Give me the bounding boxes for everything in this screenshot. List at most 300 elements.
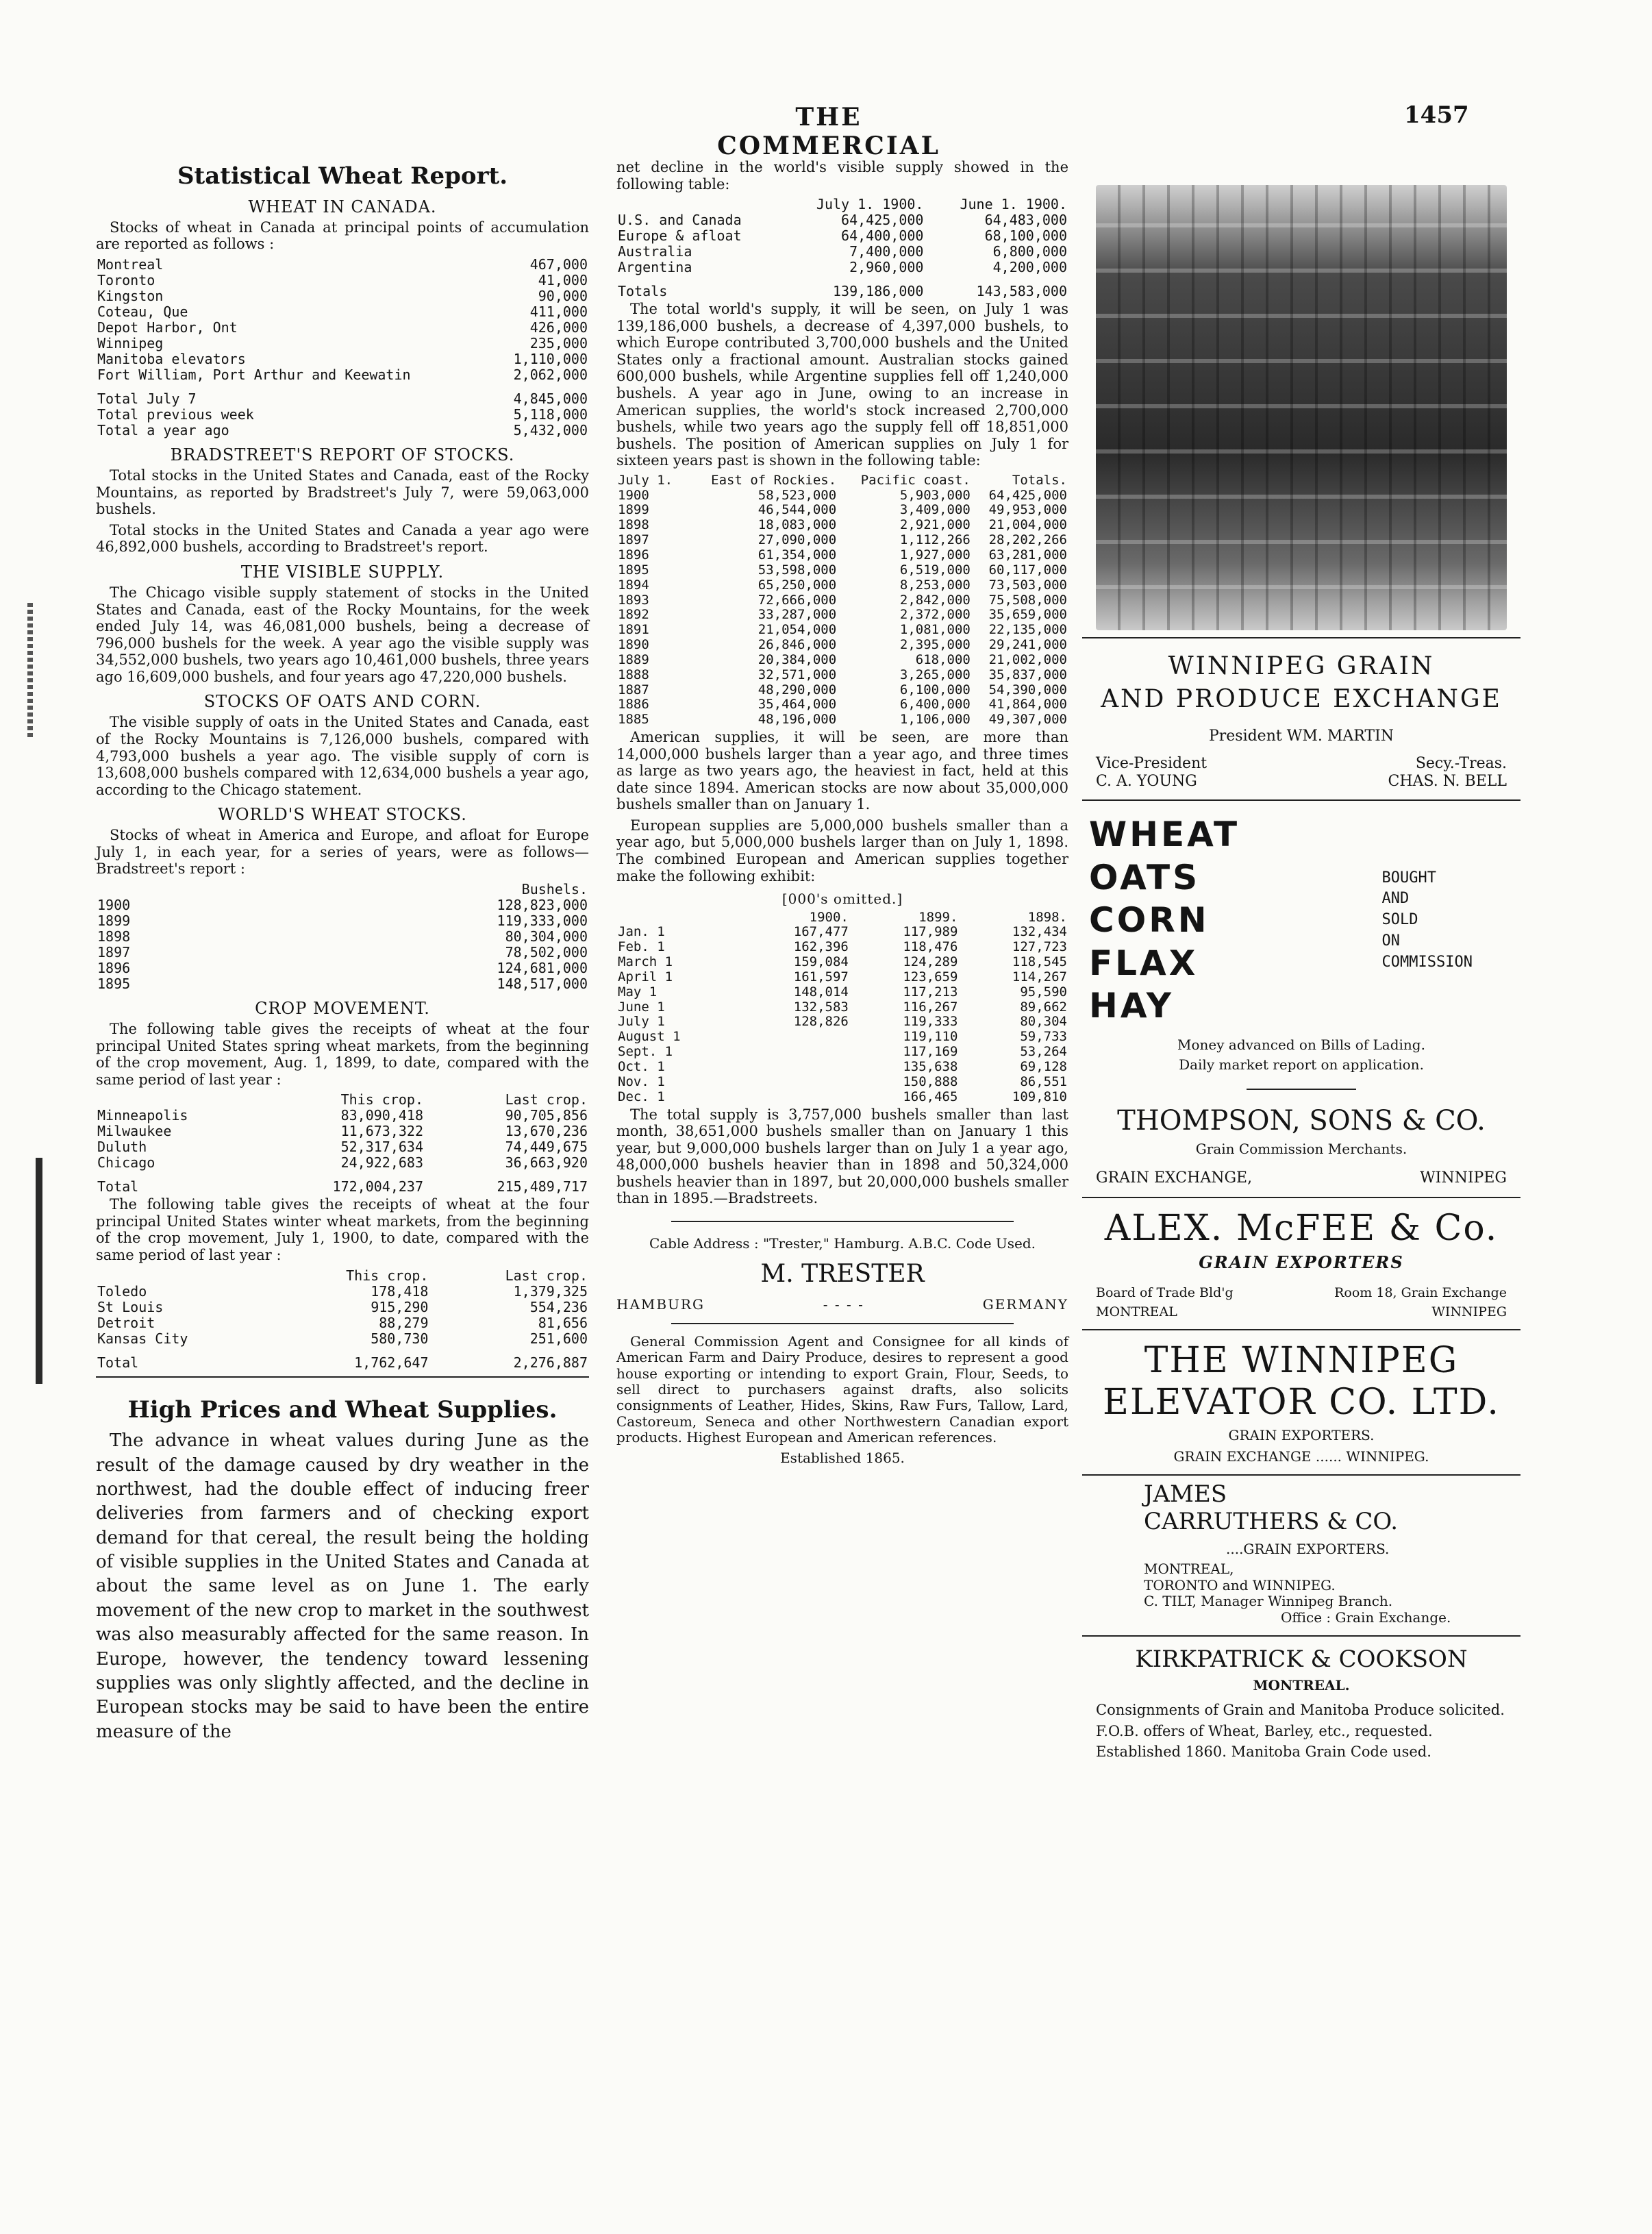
cell: 41,000	[538, 271, 588, 288]
cell: 1899	[618, 502, 649, 518]
cell: 58,523,000	[758, 487, 837, 503]
table-row	[96, 1284, 589, 1300]
table-row	[616, 955, 1068, 970]
table-row	[616, 940, 1068, 955]
paragraph: net decline in the world's visible supply showed in the following table:	[616, 159, 1068, 193]
cell: 1,110,000	[513, 350, 588, 367]
cell: 6,400,000	[899, 697, 971, 712]
commodity-list	[1089, 813, 1240, 1028]
column-header: Last crop.	[505, 1267, 588, 1284]
cell: Feb. 1	[618, 939, 665, 955]
column-header: July 1.	[618, 472, 673, 488]
cell	[740, 1030, 850, 1045]
table-row	[616, 712, 1068, 728]
table-row	[616, 1015, 1068, 1030]
table-header-row	[616, 910, 1068, 926]
cell: 117,213	[903, 984, 958, 1000]
article-title: Statistical Wheat Report.	[177, 162, 508, 190]
cell: March 1	[618, 954, 673, 970]
trester-advert	[616, 1236, 1068, 1466]
kirkpatrick-city: MONTREAL.	[1253, 1676, 1350, 1693]
column-header: Last crop.	[505, 1091, 588, 1108]
cell: Nov. 1	[618, 1073, 665, 1089]
table-header-row	[96, 1268, 589, 1284]
table-row	[616, 488, 1068, 504]
table-row	[616, 653, 1068, 668]
cell: 13,670,236	[505, 1123, 588, 1140]
cell: 467,000	[529, 256, 588, 273]
american-supplies-table	[616, 473, 1068, 728]
page-number: 1457	[1404, 101, 1469, 129]
cell: 128,823,000	[497, 896, 588, 913]
table-row	[616, 638, 1068, 653]
money-line-2: Daily market report on application.	[1179, 1056, 1424, 1073]
cell: 114,267	[1012, 969, 1067, 984]
cell: 139,186,000	[833, 283, 924, 300]
paragraph: European supplies are 5,000,000 bushels smaller than a year ago, but 5,000,000 bushels larger than on July 1, 1898. The combined European and American supplies together make the following exhibit:	[616, 817, 1068, 884]
cell: 123,659	[903, 969, 958, 984]
cell: St Louis	[97, 1298, 164, 1315]
cell: 554,236	[529, 1298, 588, 1315]
cell: August 1	[618, 1029, 681, 1045]
cell: Oct. 1	[618, 1058, 665, 1074]
cell: 29,241,000	[988, 637, 1067, 653]
elevator-sub: GRAIN EXPORTERS.	[1228, 1426, 1375, 1443]
cell: April 1	[618, 969, 673, 984]
mcfee-city-right: WINNIPEG	[1431, 1304, 1507, 1319]
cell: 80,304,000	[505, 928, 588, 945]
table-row	[96, 320, 589, 336]
table-row	[616, 1045, 1068, 1060]
column-header: Totals.	[1012, 472, 1067, 488]
cell: 135,638	[903, 1058, 958, 1074]
cell: 11,673,322	[340, 1123, 423, 1140]
exchange-building-image	[1096, 185, 1507, 630]
elevator-line2: ELEVATOR CO. LTD.	[1103, 1381, 1500, 1423]
table-row	[96, 913, 589, 929]
carruthers-cities-2: TORONTO and WINNIPEG.	[1144, 1576, 1336, 1593]
cell: 83,090,418	[340, 1107, 423, 1124]
cell: 86,551	[1020, 1073, 1067, 1089]
mcfee-cities	[1082, 1304, 1520, 1319]
cell: 53,598,000	[758, 562, 837, 578]
divider	[1082, 1329, 1520, 1330]
column-left	[96, 158, 589, 1748]
cell: 1897	[97, 943, 131, 960]
cell: 1888	[618, 667, 649, 682]
paragraph: The following table gives the receipts of wheat at the four principal United States spring wheat markets, from the beginning of the crop movement, Aug. 1, 1899, to date, compared with the same period of last year :	[96, 1021, 589, 1088]
cell: 48,290,000	[758, 682, 837, 697]
mcfee-sub: GRAIN EXPORTERS	[1199, 1252, 1404, 1273]
section-heading-canada: WHEAT IN CANADA.	[248, 197, 437, 216]
cell: Jan. 1	[618, 924, 665, 940]
cell: Minneapolis	[97, 1107, 188, 1124]
paragraph: The total supply is 3,757,000 bushels smaller than last month, 38,651,000 bushels smaller than on January 1 this year, but 9,000,000 bushels larger than on July 1 a year ago, 48,000,000 bushels heavier than in 1898 and 50,324,000 bushels heavier than in 1897, but 20,000,000 bushels smaller than in 1895.—Bradstreets.	[616, 1106, 1068, 1207]
cell: Toronto	[97, 271, 155, 288]
thompson-address-right: WINNIPEG	[1420, 1169, 1507, 1187]
cell: 60,117,000	[988, 562, 1067, 578]
paragraph: Stocks of wheat in America and Europe, and afloat for Europe July 1, in each year, for a series of years, were as follows—Bradstreet's report :	[96, 827, 589, 878]
article-heading-high-prices: High Prices and Wheat Supplies.	[127, 1395, 558, 1424]
trester-name: M. TRESTER	[760, 1260, 925, 1289]
commodity-flax: FLAX	[1089, 943, 1199, 983]
cell: 27,090,000	[758, 532, 837, 548]
mcfee-advert	[1082, 1208, 1520, 1319]
cell: Europe & afloat	[618, 227, 742, 245]
cell: 3,409,000	[899, 502, 971, 518]
mcfee-address-left: Board of Trade Bld'g	[1096, 1284, 1234, 1300]
cell: 1,379,325	[513, 1282, 588, 1300]
cell: 5,118,000	[513, 406, 588, 423]
table-row	[616, 1060, 1068, 1075]
money-advanced	[1082, 1037, 1520, 1073]
table-row	[96, 407, 589, 423]
kirkpatrick-name: KIRKPATRICK & COOKSON	[1135, 1645, 1468, 1673]
cell: 6,100,000	[899, 682, 971, 697]
cell: 1885	[618, 712, 649, 728]
canada-stocks-table	[96, 257, 589, 438]
mcfee-city-left: MONTREAL	[1096, 1304, 1177, 1319]
cell: 1,927,000	[899, 547, 971, 562]
table-row	[616, 623, 1068, 638]
world-supply-table	[616, 197, 1068, 299]
cell: Manitoba elevators	[97, 350, 246, 367]
cell: 75,508,000	[988, 592, 1067, 608]
american-supplies-body	[616, 488, 1068, 728]
cell: 127,723	[1012, 939, 1067, 955]
cell: 1,106,000	[899, 712, 971, 728]
cell: 1,081,000	[899, 622, 971, 638]
trester-location	[616, 1297, 1068, 1313]
table-row	[616, 212, 1068, 228]
column-header: Bushels.	[521, 880, 588, 897]
table-row	[96, 929, 589, 945]
cell: May 1	[618, 984, 658, 1000]
exchange-title-line1: WINNIPEG GRAIN	[1168, 652, 1435, 680]
cell	[96, 1268, 271, 1284]
cell: Toledo	[97, 1282, 147, 1300]
thompson-address-left: GRAIN EXCHANGE,	[1096, 1169, 1253, 1187]
carruthers-advert	[1082, 1481, 1520, 1625]
world-stocks-table	[96, 882, 589, 992]
cell: 1890	[618, 637, 649, 653]
cell: 215,489,717	[497, 1178, 588, 1195]
column-header: 1900.	[809, 909, 849, 925]
cell: 88,279	[379, 1314, 429, 1331]
cell: 26,846,000	[758, 637, 837, 653]
cell: Total July 7	[97, 390, 197, 407]
cell: 1897	[618, 532, 649, 548]
cell: 3,265,000	[899, 667, 971, 682]
divider	[1082, 1197, 1520, 1198]
winnipeg-exchange-advert	[1082, 652, 1520, 790]
table-row	[96, 960, 589, 976]
cell: 119,333,000	[497, 912, 588, 929]
cell: 73,503,000	[988, 577, 1067, 593]
winter-wheat-table	[96, 1268, 589, 1371]
cell: 178,418	[371, 1282, 429, 1300]
table-row	[96, 1347, 589, 1371]
commodities-advert	[1082, 806, 1520, 1028]
table-header-row	[616, 197, 1068, 212]
cell: 2,395,000	[899, 637, 971, 653]
money-line-1: Money advanced on Bills of Lading.	[1177, 1036, 1425, 1053]
divider	[671, 1221, 1014, 1222]
column-header: June 1. 1900.	[960, 196, 1067, 213]
cell: 1891	[618, 622, 649, 638]
exchange-officer-labels	[1082, 755, 1520, 773]
table-row	[96, 288, 589, 304]
table-row	[96, 1139, 589, 1155]
table-row	[96, 257, 589, 273]
commission-line: COMMISSION	[1381, 953, 1473, 971]
cell: Total	[97, 1354, 139, 1371]
cell: 251,600	[529, 1330, 588, 1347]
table-row	[616, 985, 1068, 1000]
paragraph: The visible supply of oats in the United States and Canada, east of the Rocky Mountains is 7,126,000 bushels, compared with 4,793,000 bushels a year ago. The visible supply of corn is 13,608,000 bushels compared with 12,634,000 bushels a year ago, according to the Chicago statement.	[96, 714, 589, 798]
cell: 4,845,000	[513, 390, 588, 407]
cell: 2,921,000	[899, 517, 971, 533]
table-row	[616, 608, 1068, 623]
mcfee-address	[1082, 1285, 1520, 1300]
cell: 64,425,000	[841, 212, 924, 229]
cell: 72,666,000	[758, 592, 837, 608]
cell: 1886	[618, 697, 649, 712]
trester-city: HAMBURG	[616, 1296, 705, 1313]
cell	[740, 1045, 850, 1060]
cell: 124,681,000	[497, 959, 588, 976]
cell: 65,250,000	[758, 577, 837, 593]
cell: 5,432,000	[513, 421, 588, 438]
carruthers-line2: CARRUTHERS & CO.	[1144, 1508, 1399, 1536]
cell: 1900	[618, 487, 649, 503]
table-row	[616, 970, 1068, 985]
cell: 59,733	[1020, 1029, 1067, 1045]
cell: 6,800,000	[992, 243, 1067, 260]
cell: 117,989	[903, 924, 958, 940]
cell: 580,730	[371, 1330, 429, 1347]
table-row	[96, 423, 589, 438]
cell: 915,290	[371, 1298, 429, 1315]
table-row	[616, 563, 1068, 578]
thompson-advert	[1082, 1105, 1520, 1187]
table-row	[616, 548, 1068, 563]
cell: 63,281,000	[988, 547, 1067, 562]
section-heading-world: WORLD'S WHEAT STOCKS.	[218, 805, 467, 825]
cell: 1893	[618, 592, 649, 608]
cell: 78,502,000	[505, 943, 588, 960]
carruthers-sub: ....GRAIN EXPORTERS.	[1226, 1540, 1390, 1557]
cell: 20,384,000	[758, 651, 837, 667]
cell: Milwaukee	[97, 1123, 172, 1140]
cable-address: Cable Address : "Trester," Hamburg. A.B.C. Code Used.	[649, 1234, 1036, 1252]
table-row	[96, 1155, 589, 1171]
cell: 90,000	[538, 287, 588, 304]
cell: 128,826	[793, 1014, 849, 1030]
carruthers-manager: C. TILT, Manager Winnipeg Branch.	[1144, 1593, 1393, 1610]
cell: 1899	[97, 912, 131, 929]
cell: 69,128	[1020, 1058, 1067, 1074]
cell: Australia	[618, 243, 692, 260]
cell: 167,477	[793, 924, 849, 940]
kirkpatrick-line-1: Consignments of Grain and Manitoba Produce solicited.	[1096, 1702, 1505, 1719]
cell: 35,659,000	[988, 607, 1067, 623]
cell: 74,449,675	[505, 1139, 588, 1156]
cell: 1896	[97, 959, 131, 976]
cell: June 1	[618, 999, 665, 1015]
cell: 46,544,000	[758, 502, 837, 518]
vice-president-label: Vice-President	[1096, 754, 1207, 772]
cell: Sept. 1	[618, 1044, 673, 1060]
bought-line: BOUGHT	[1381, 869, 1437, 886]
cell: Duluth	[97, 1139, 147, 1156]
column-right	[1082, 185, 1520, 1765]
elevator-line1: THE WINNIPEG	[1144, 1339, 1459, 1381]
paragraph: The total world's supply, it will be seen, on July 1 was 139,186,000 bushels, a decrease of 4,397,000 bushels, to which Europe contributed 3,700,000 bushels and the United States only a fractional amount. Australian stocks gained 600,000 bushels, while Argentine supplies fell off 1,240,000 bushels. A year ago in June, owing to an increase in American supplies, the world's stock increased 2,700,000 bushels, while two years ago the supply fell off 18,851,000 bushels. The position of American supplies on July 1 for sixteen years past is shown in the following table:	[616, 301, 1068, 469]
column-header: East of Rockies.	[711, 472, 837, 488]
cell: 159,084	[793, 954, 849, 970]
cell: 64,425,000	[988, 487, 1067, 503]
cell: 1887	[618, 682, 649, 697]
cell: 89,662	[1020, 999, 1067, 1015]
column-header: July 1. 1900.	[816, 196, 924, 213]
cell	[96, 1092, 260, 1108]
table-row	[96, 1171, 589, 1195]
cell: 1892	[618, 607, 649, 623]
cell: 35,464,000	[758, 697, 837, 712]
column-header: This crop.	[346, 1267, 429, 1284]
cell: 426,000	[529, 319, 588, 336]
cell: 8,253,000	[899, 577, 971, 593]
cell: 4,200,000	[992, 259, 1067, 276]
cell: 1900	[97, 896, 131, 913]
section-heading-oats: STOCKS OF OATS AND CORN.	[203, 692, 481, 712]
monthly-supply-body	[616, 925, 1068, 1104]
table-row	[616, 578, 1068, 593]
cell: Totals	[618, 283, 668, 300]
cell: 235,000	[529, 334, 588, 351]
thompson-sub: Grain Commission Merchants.	[1195, 1140, 1407, 1157]
table-row	[96, 1331, 589, 1347]
cell: 68,100,000	[984, 227, 1067, 245]
cell: 64,400,000	[841, 227, 924, 245]
column-header: 1898.	[1027, 909, 1067, 925]
cell	[740, 1075, 850, 1090]
table-note: [000's omitted.]	[781, 891, 903, 908]
on-line: ON	[1381, 932, 1401, 950]
table-row	[96, 273, 589, 288]
cell	[740, 1090, 850, 1105]
divider	[671, 1323, 1014, 1324]
cell: 119,110	[903, 1029, 958, 1045]
cell: 132,434	[1012, 924, 1067, 940]
mcfee-address-right: Room 18, Grain Exchange	[1334, 1284, 1507, 1300]
cell: 1894	[618, 577, 649, 593]
table-row	[96, 1300, 589, 1315]
cell: 161,597	[793, 969, 849, 984]
divider	[1082, 799, 1520, 801]
divider	[1247, 1089, 1356, 1090]
cell: 21,002,000	[988, 651, 1067, 667]
cell: 2,372,000	[899, 607, 971, 623]
cell: 162,396	[793, 939, 849, 955]
cell: 1898	[618, 517, 649, 533]
column-header: This crop.	[340, 1091, 423, 1108]
carruthers-line1: JAMES	[1144, 1480, 1227, 1509]
cell: 1896	[618, 547, 649, 562]
cell: Total	[97, 1178, 139, 1195]
cell: U.S. and Canada	[618, 212, 742, 229]
cell: 2,842,000	[899, 592, 971, 608]
cell: 150,888	[903, 1073, 958, 1089]
cell: Winnipeg	[97, 334, 164, 351]
paragraph: Total stocks in the United States and Canada, east of the Rocky Mountains, as reported by Bradstreet's July 7, were 59,063,000 bushels.	[96, 467, 589, 518]
cell: 172,004,237	[332, 1178, 423, 1195]
divider	[96, 1376, 589, 1378]
table-row	[616, 683, 1068, 698]
cell: Kingston	[97, 287, 164, 304]
cell: Total previous week	[97, 406, 254, 423]
table-row	[616, 697, 1068, 712]
cell: 618,000	[915, 651, 971, 667]
cell: 49,953,000	[988, 502, 1067, 518]
thompson-address	[1082, 1169, 1520, 1187]
cell: 148,517,000	[497, 975, 588, 992]
cell: 1,112,266	[899, 532, 971, 548]
table-row	[96, 1108, 589, 1124]
secretary-label: Secy.-Treas.	[1415, 754, 1507, 772]
table-row	[96, 367, 589, 383]
cell: 166,465	[903, 1089, 958, 1104]
cell	[616, 197, 781, 212]
cell: 1895	[97, 975, 131, 992]
cell: 18,083,000	[758, 517, 837, 533]
column-header: 1899.	[918, 909, 958, 925]
cell: 5,903,000	[899, 487, 971, 503]
commodity-wheat: WHEAT	[1089, 815, 1240, 855]
cell: 61,354,000	[758, 547, 837, 562]
table-row	[96, 976, 589, 992]
table-row	[616, 533, 1068, 548]
cell: 81,656	[538, 1314, 588, 1331]
section-heading-crop: CROP MOVEMENT.	[255, 998, 430, 1018]
commodity-corn: CORN	[1089, 900, 1210, 941]
monthly-supply-table	[616, 910, 1068, 1105]
cell: 7,400,000	[849, 243, 924, 260]
trester-dots: - - - -	[823, 1296, 864, 1313]
cell: 119,333	[903, 1014, 958, 1030]
cell: 1889	[618, 651, 649, 667]
cell: 95,590	[1020, 984, 1067, 1000]
cell: 118,476	[903, 939, 958, 955]
table-row	[616, 260, 1068, 275]
cell: 53,264	[1020, 1044, 1067, 1060]
table-row	[96, 1124, 589, 1139]
cell: 80,304	[1020, 1014, 1067, 1030]
mcfee-name: ALEX. McFEE & Co.	[1104, 1207, 1499, 1249]
cell: 41,864,000	[988, 697, 1067, 712]
cell: 64,483,000	[984, 212, 1067, 229]
cell: Chicago	[97, 1154, 155, 1171]
trester-body: General Commission Agent and Consignee for all kinds of American Farm and Dairy Produce, desires to represent a good house exporting or intending to export Grain, Flour, Seeds, to sell direct to purchasers against drafts, also solicits consignments of Leather, Hides, Skins, Raw Furs, Tallow, Lard, Castoreum, Seneca and other Northwestern Canadian export products. Highest European and American references.	[616, 1332, 1068, 1446]
vice-president-name: C. A. YOUNG	[1096, 772, 1197, 790]
elevator-advert	[1082, 1340, 1520, 1465]
cell: Montreal	[97, 256, 164, 273]
cell: 32,571,000	[758, 667, 837, 682]
cell: 148,014	[793, 984, 849, 1000]
cell: 54,390,000	[988, 682, 1067, 697]
table-row	[616, 1075, 1068, 1090]
